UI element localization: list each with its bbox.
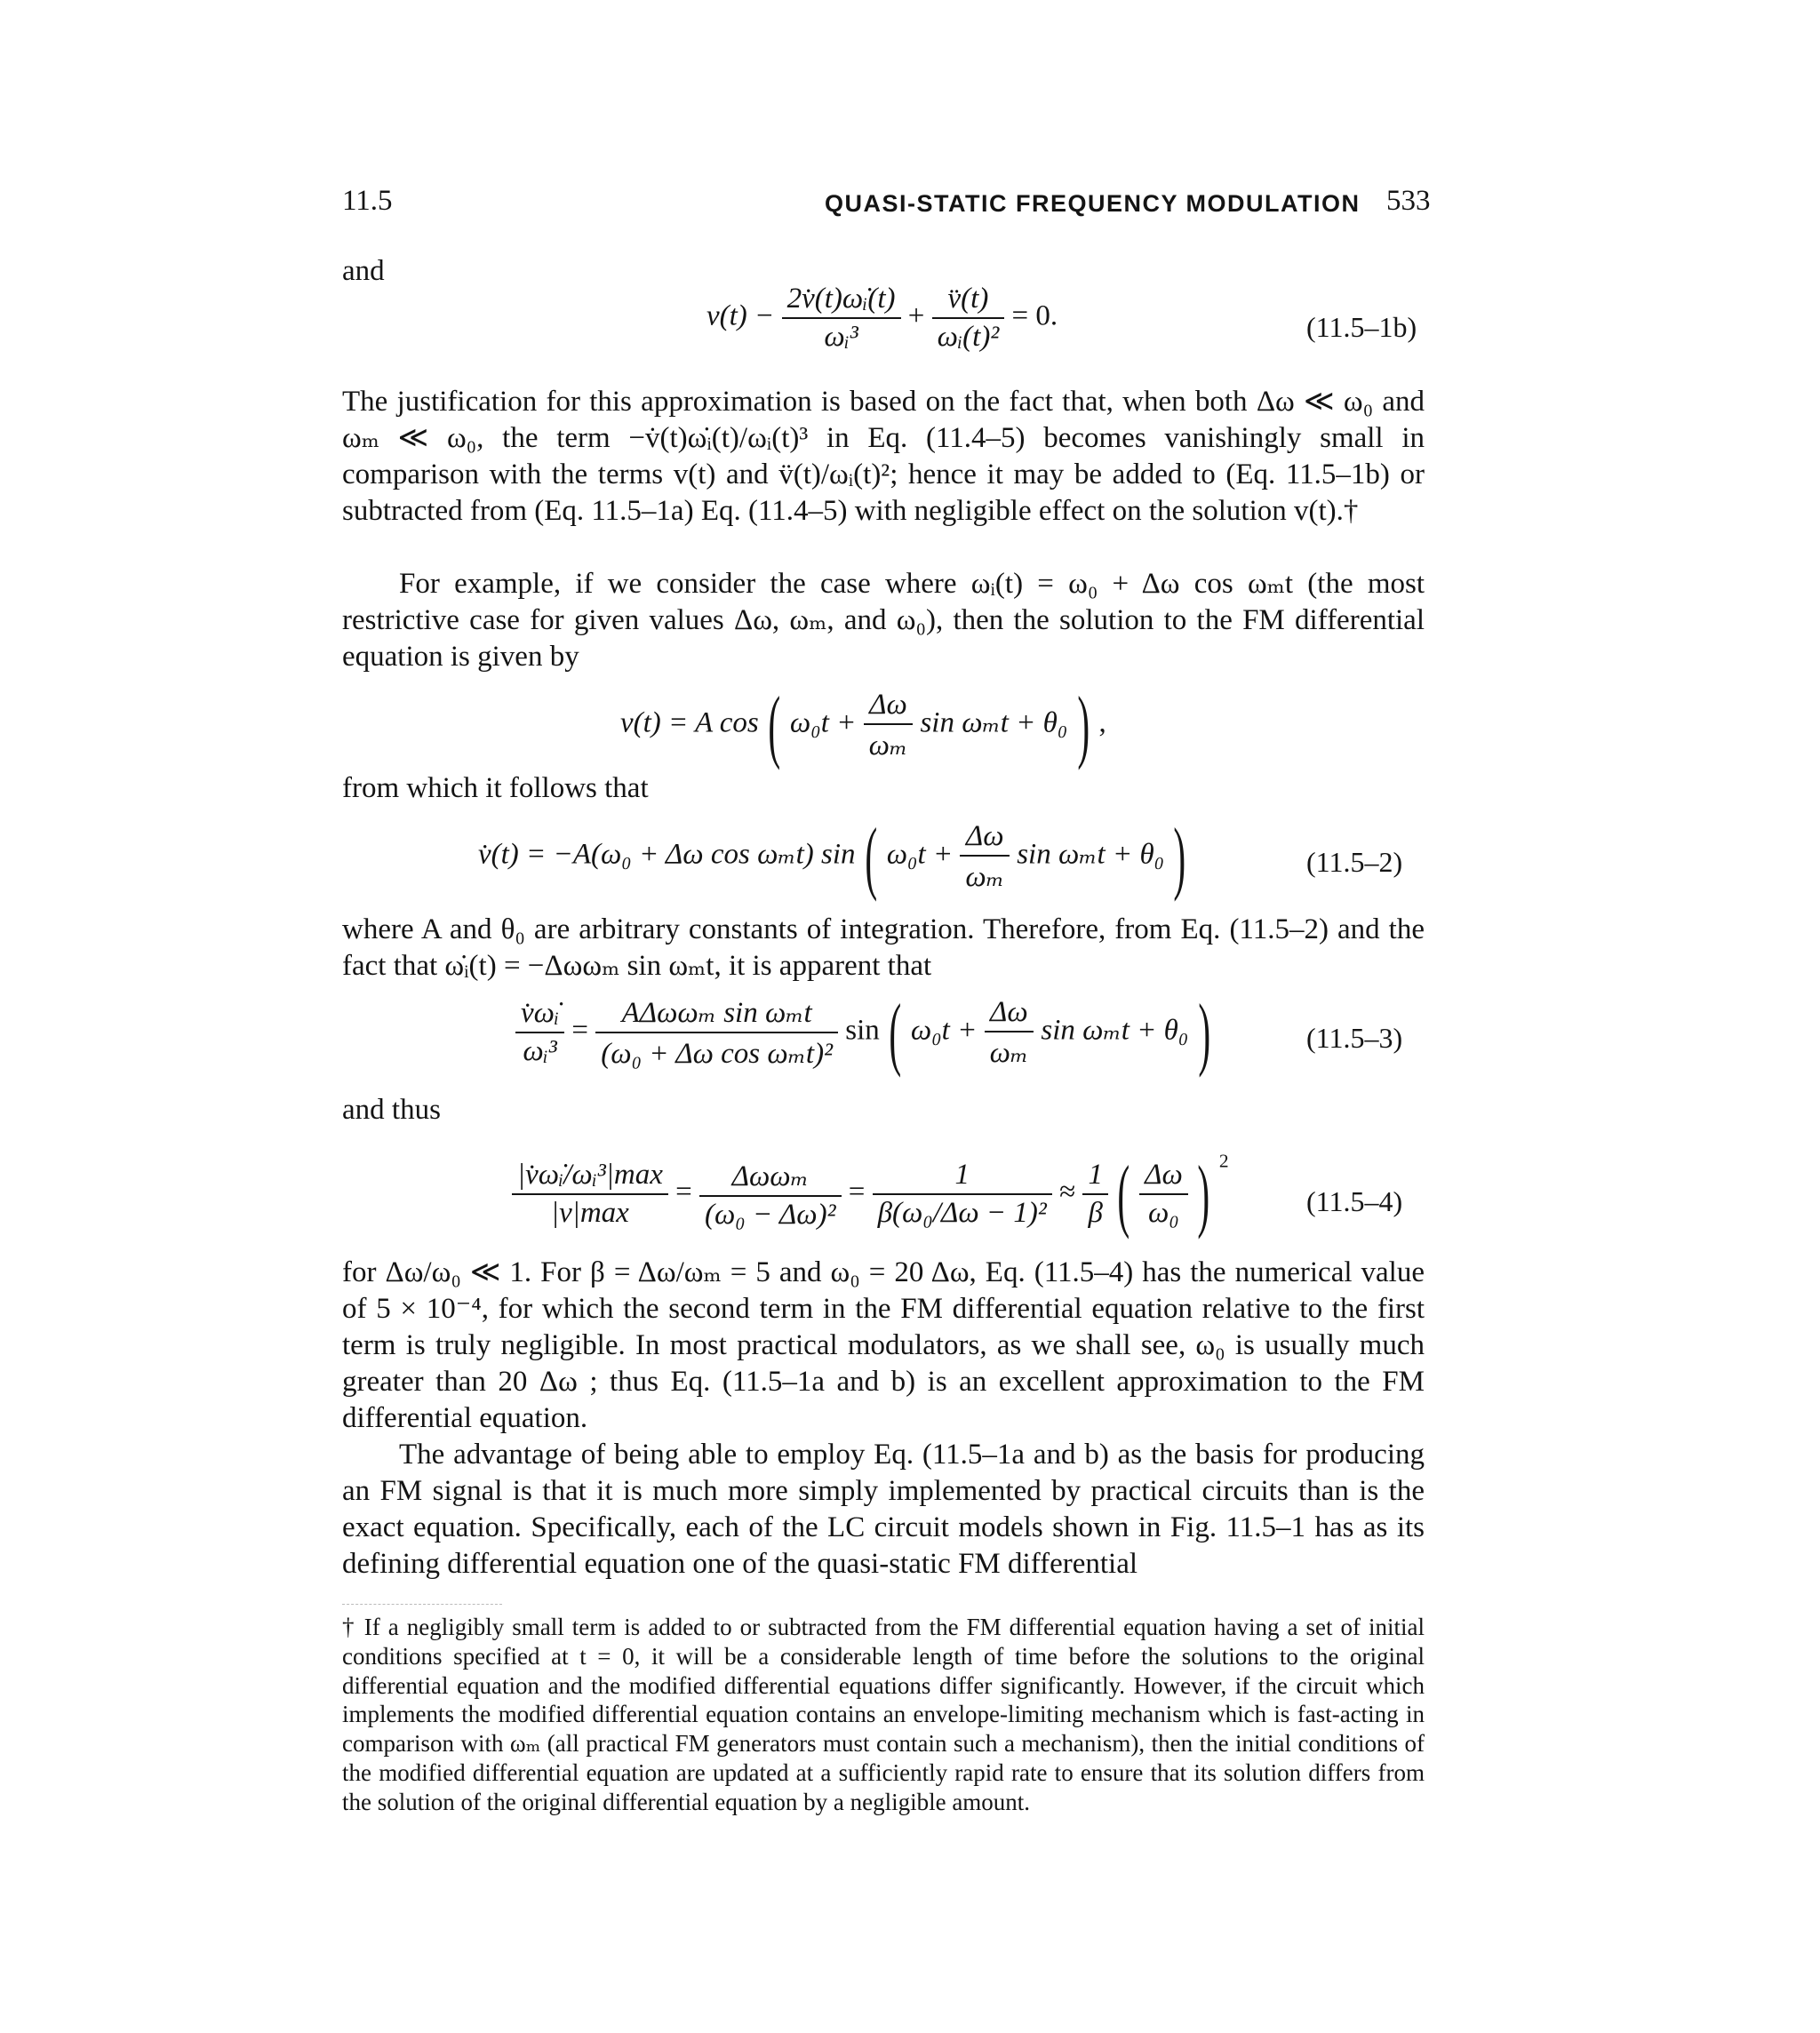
eq-fraction xyxy=(595,994,838,1071)
eq-denominator: ωₘ xyxy=(868,729,908,761)
page-number: 533 xyxy=(1386,185,1431,217)
eq-equals: = xyxy=(675,1176,692,1208)
eq-denominator: ωᵢ³ xyxy=(824,321,858,353)
equation-solution xyxy=(620,680,1106,770)
eq-rhs: = 0. xyxy=(1011,299,1058,332)
equation-number: (11.5–4) xyxy=(1306,1185,1403,1217)
eq-denominator: (ω₀ − Δω)² xyxy=(705,1198,836,1231)
eq-numerator: Δω xyxy=(864,689,914,725)
eq-approx: ≈ xyxy=(1059,1176,1076,1208)
eq-fraction xyxy=(1082,1159,1108,1230)
eq-numerator: AΔωωₘ sin ωₘt xyxy=(595,994,838,1033)
eq-fraction xyxy=(960,820,1010,894)
paren-left: ( xyxy=(865,811,878,902)
eq-numerator: Δωωₘ xyxy=(699,1158,842,1197)
eq-numerator: Δω xyxy=(960,820,1010,857)
eq-fraction xyxy=(932,283,1005,354)
eq-denominator: ωᵢ(t)² xyxy=(937,321,1000,353)
eq-tail: , xyxy=(1098,706,1106,739)
paren-left: ( xyxy=(1117,1149,1130,1240)
footnote-divider xyxy=(342,1604,502,1605)
eq-arg: ω₀t + xyxy=(789,706,857,739)
eq-denominator: ωₘ xyxy=(989,1036,1029,1069)
text-from-which: from which it follows that xyxy=(342,772,649,804)
eq-exponent: 2 xyxy=(1218,1150,1229,1172)
running-title: QUASI-STATIC FREQUENCY MODULATION xyxy=(825,190,1361,217)
eq-numerator: Δω xyxy=(1139,1159,1188,1195)
eq-denominator: |v|max xyxy=(551,1197,629,1229)
equation-11-5-2 xyxy=(478,811,1188,902)
eq-fraction xyxy=(985,996,1034,1070)
eq-arg: sin ωₘt + θ₀ xyxy=(1017,838,1165,871)
footnote: † If a negligibly small term is added to or subtracted from the FM differential equation having a set of initial conditions specified at t = 0, it will be a considerable length of time before the solutions to the original differential equation and the modified differential equations differ significantly. However, if the circuit which implements the modified differential equation contains an envelope-limiting mechanism which is fast-acting in comparison with ωₘ (all practical FM generators must contain such a mechanism), then the initial conditions of the modified differential equation are updated at a sufficiently rapid rate to ensure that its solution differs from the solution of the original differential equation by a negligible amount. xyxy=(342,1614,1425,1815)
eq-equals: = xyxy=(848,1176,866,1208)
equation-number: (11.5–3) xyxy=(1306,1022,1403,1054)
eq-numerator: v̇ω̇ᵢ xyxy=(515,997,564,1033)
eq-equals: = xyxy=(571,1014,589,1047)
paren-right: ) xyxy=(1173,811,1186,902)
paren-right: ) xyxy=(1198,987,1210,1078)
eq-numerator: |v̇ω̇ᵢ/ωᵢ³|max xyxy=(512,1159,668,1195)
eq-numerator: 1 xyxy=(1082,1159,1108,1195)
eq-sin: sin xyxy=(845,1014,880,1047)
paragraph-example: For example, if we consider the case where ωᵢ(t) = ω₀ + Δω cos ωₘt (the most restrictive case for given values Δω, ωₘ, and ω₀), then the solution to the FM differential equation is given by xyxy=(342,568,1425,673)
eq-fraction xyxy=(782,283,901,354)
eq-arg: sin ωₘt + θ₀ xyxy=(1041,1014,1189,1047)
paragraph-advantage: The advantage of being able to employ Eq. (11.5–1a and b) as the basis for producing an FM signal is that it is much more simply implemented by practical circuits than is the exact equation. Specifically, each of the LC circuit models shown in Fig. 11.5–1 has as its defining differential equation one of the quasi-static FM differential xyxy=(342,1439,1425,1580)
paren-right: ) xyxy=(1077,680,1090,770)
equation-11-5-1b xyxy=(706,283,1058,354)
eq-plus: + xyxy=(907,299,925,332)
eq-denominator: ωᵢ³ xyxy=(523,1035,557,1067)
eq-denominator: ω₀ xyxy=(1148,1197,1179,1229)
equation-number: (11.5–2) xyxy=(1306,846,1403,878)
paragraph-where: where A and θ₀ are arbitrary constants of integration. Therefore, from Eq. (11.5–2) and the fact that ω̇ᵢ(t) = −Δωωₘ sin ωₘt, it is apparent that xyxy=(342,913,1425,982)
paragraph-justification: The justification for this approximation is based on the fact that, when both Δω ≪ ω₀ and ωₘ ≪ ω₀, the term −v̇(t)ω̇ᵢ(t)/ωᵢ(t)³ in Eq. (11.4–5) becomes vanishingly small in comparison with the terms v(t) and v̈(t)/ωᵢ(t)²; hence it may be added to (Eq. 11.5–1b) or subtracted from (Eq. 11.5–1a) Eq. (11.4–5) with negligible effect on the solution v(t).† xyxy=(342,386,1425,527)
eq-numerator: Δω xyxy=(985,996,1034,1032)
text-and: and xyxy=(342,255,385,287)
paragraph-for: for Δω/ω₀ ≪ 1. For β = Δω/ωₘ = 5 and ω₀ = 20 Δω, Eq. (11.5–4) has the numerical value of 5 × 10⁻⁴, for which the second term in the FM differential equation relative to the first term is truly negligible. In most practical modulators, as we shall see, ω₀ is usually much greater than 20 Δω ; thus Eq. (11.5–1a and b) is an excellent approximation to the FM differential equation. xyxy=(342,1256,1425,1434)
eq-numerator: 1 xyxy=(873,1159,1052,1195)
eq-fraction xyxy=(699,1158,842,1232)
equation-11-5-4 xyxy=(512,1149,1229,1240)
eq-denominator: β(ω₀/Δω − 1)² xyxy=(877,1197,1047,1229)
paren-right: ) xyxy=(1197,1149,1210,1240)
eq-denominator: ωₘ xyxy=(965,860,1004,893)
eq-arg: sin ωₘt + θ₀ xyxy=(920,706,1068,739)
eq-denominator: β xyxy=(1088,1197,1103,1229)
eq-fraction xyxy=(515,997,564,1068)
equation-number: (11.5–1b) xyxy=(1306,311,1417,343)
eq-lhs: v̇(t) = −A(ω₀ + Δω cos ωₘt) sin xyxy=(478,838,856,871)
eq-fraction xyxy=(873,1159,1052,1230)
eq-numerator: 2v̇(t)ω̇ᵢ(t) xyxy=(782,283,901,319)
equation-11-5-3 xyxy=(515,987,1212,1078)
section-number: 11.5 xyxy=(342,185,393,217)
eq-fraction xyxy=(512,1159,668,1230)
eq-lhs: v(t) = A cos xyxy=(620,706,759,739)
paren-left: ( xyxy=(889,987,902,1078)
text-and-thus: and thus xyxy=(342,1094,441,1126)
eq-arg: ω₀t + xyxy=(886,838,954,871)
eq-fraction xyxy=(1139,1159,1188,1230)
eq-arg: ω₀t + xyxy=(910,1014,978,1047)
paren-left: ( xyxy=(768,680,781,770)
eq-fraction xyxy=(864,689,914,762)
eq-denominator: (ω₀ + Δω cos ωₘt)² xyxy=(601,1038,833,1070)
eq-lhs: v(t) − xyxy=(706,299,775,332)
eq-numerator: v̈(t) xyxy=(932,283,1005,319)
